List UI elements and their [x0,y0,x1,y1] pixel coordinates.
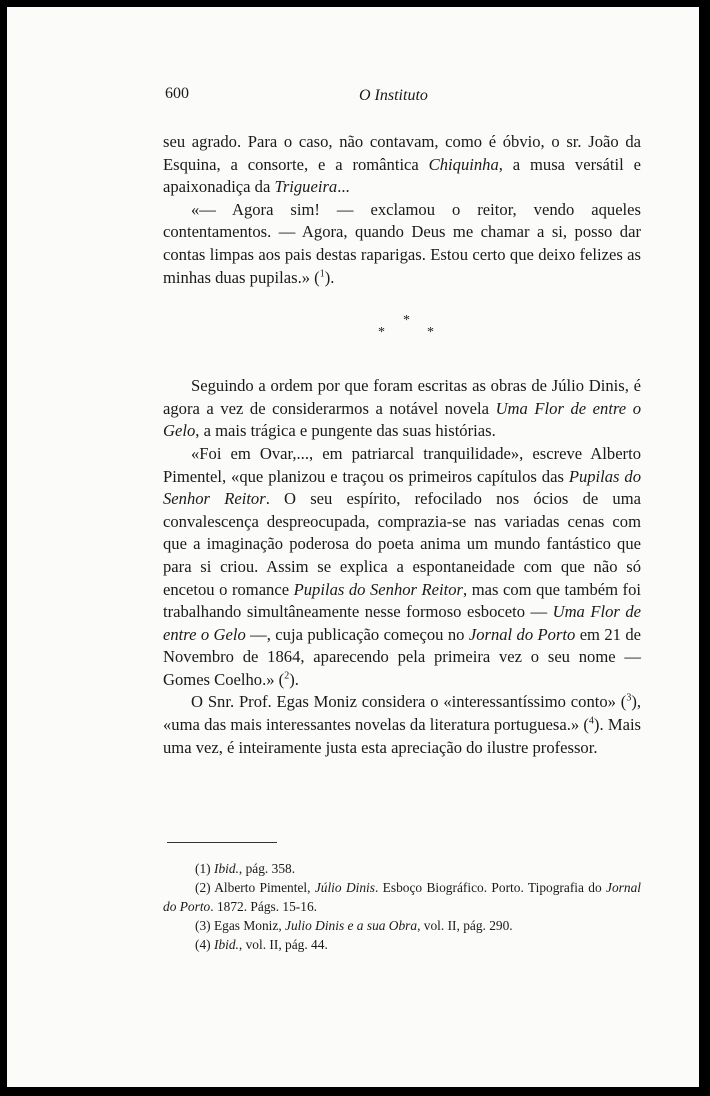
text-run: Egas Moniz, [213,918,286,933]
text-run: . Esboço Biográfico. Porto. Tipografia do [374,880,607,895]
text-run: . 1872. Págs. 15-16. [210,899,318,914]
text-run: ). Mais uma vez, é inteiramente justa esta apreciação do ilustre professor. [163,715,642,757]
footnotes [163,859,641,954]
asterisk: * [427,325,434,341]
text-run: Alberto Pimentel, [214,880,315,895]
italic-run: Jornal do Porto [468,624,576,644]
text-run: , a mais trágica e pungente das suas histórias. [195,421,496,441]
text-run: , vol. II, pág. 44. [238,937,328,952]
text-run: seu agrado. Para o caso, não contavam, como é óbvio, o sr. João da Esquina, a consorte, e a romântica [163,132,641,174]
italic-run: Trigueira [274,177,338,197]
footnote-mark: (1) [195,861,211,876]
italic-run: Júlio Dinis [314,880,375,895]
italic-run: Pupilas do Senhor Reitor [293,579,464,599]
footnote-mark: (3) [195,918,211,933]
text-run: , a musa versátil e apaixonadiça da [163,154,641,197]
asterisk: * [378,325,385,341]
paragraph-1 [163,131,641,199]
text-run: . O seu espírito, refocilado nos ócios de uma convalescença despreocupada, comprazia-se nas variadas cenas com que a imaginação poderosa do poeta anima um mundo fantástico que para si criou. Assim se explica a espontaneidade com que não só encetou o romance [163,489,641,599]
footnote-ref: 1 [319,268,325,280]
text-run: , vol. II, pág. 290. [417,918,513,933]
footnote-mark: (4) [195,937,211,952]
italic-run: Pupilas do Senhor Reitor [163,466,642,509]
footnote-2 [163,878,641,916]
footnote-divider [167,842,277,843]
footnote-3 [163,916,641,935]
paragraph-4 [163,443,641,692]
footnote-ref: 3 [626,692,632,704]
text-run: ). [289,669,299,689]
running-title: O Instituto [359,87,428,104]
text-run: ), «uma das mais interessantes novelas da literatura portuguesa.» ( [163,692,641,735]
italic-run: Ibid. [213,861,239,876]
paragraph-3 [163,375,641,443]
text-run: , pág. 358. [238,861,296,876]
footnote-4 [163,935,641,954]
page-header [7,85,699,109]
text-run: , mas com que também foi trabalhando simultâneamente nesse formoso esboceto — [163,579,641,622]
italic-run: Chiquinha [428,154,499,174]
italic-run: Uma Flor de entre o Gelo [163,602,641,644]
section-break-asterism [163,307,641,355]
italic-run: Julio Dinis e a sua Obra [285,918,418,933]
text-run: «Foi em Ovar,..., em patriarcal tranquilidade», escreve Alberto Pimentel, «que planizou e traçou os primeiros capítulos das [163,443,641,486]
body-text [163,131,641,759]
asterisk: * [403,313,410,329]
paragraph-5 [163,691,641,759]
footnote-ref: 2 [284,670,290,682]
text-run: «— Agora sim! — exclamou o reitor, vendo aqueles contentamentos. — Agora, quando Deus me chamar a si, posso dar contas limpas aos pais destas raparigas. Estou certo que deixo felizes as minhas duas pupilas.» ( [163,199,641,287]
text-run: ). [324,267,335,287]
text-run: ... [337,177,350,197]
italic-run: Uma Flor de entre o Gelo [163,398,642,441]
footnote-1 [163,859,641,878]
footnote-mark: (2) [195,880,211,895]
paragraph-2 [163,199,641,289]
text-run: —, cuja publicação começou no [245,624,469,644]
text-run: O Snr. Prof. Egas Moniz considera o «interessantíssimo conto» ( [191,692,627,712]
italic-run: Ibid. [213,937,239,952]
footnote-ref: 4 [588,715,594,727]
book-page [7,7,699,1087]
italic-run: Jornal do Porto [163,880,642,914]
page-number: 600 [165,85,189,102]
text-run: em 21 de Novembro de 1864, aparecendo pela primeira vez o seu nome — Gomes Coelho.» ( [163,624,641,689]
text-run: Seguindo a ordem por que foram escritas as obras de Júlio Dinis, é agora a vez de considerarmos a notável novela [163,376,641,418]
